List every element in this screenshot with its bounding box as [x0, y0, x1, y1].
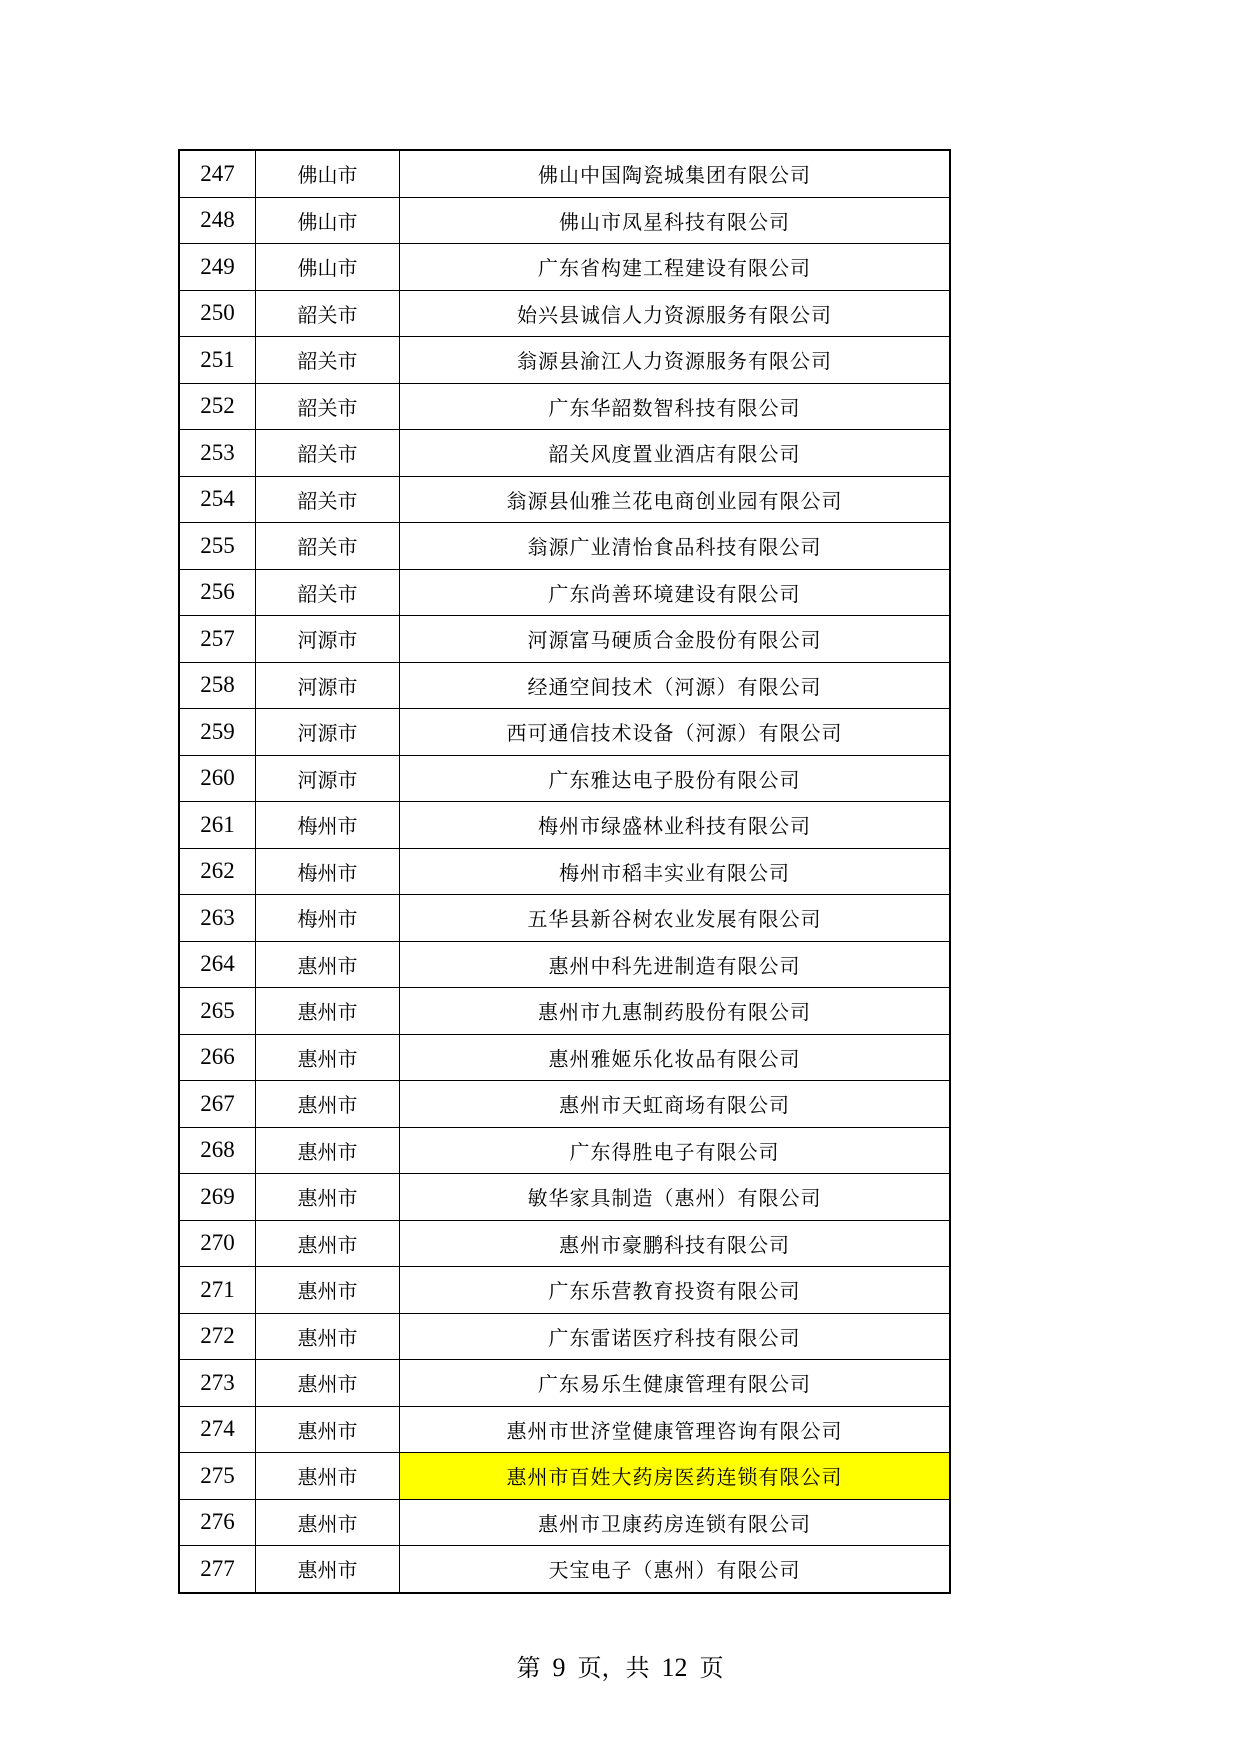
- row-number-cell: 255: [179, 523, 256, 570]
- footer-total-pages: 12: [661, 1653, 688, 1682]
- table-row: [179, 941, 950, 988]
- company-cell: 惠州市天虹商场有限公司: [400, 1081, 951, 1128]
- row-number-cell: 258: [179, 662, 256, 709]
- row-number-cell: 271: [179, 1267, 256, 1314]
- table-row: [179, 150, 950, 197]
- city-cell: 惠州市: [256, 1313, 400, 1360]
- row-number-cell: 261: [179, 802, 256, 849]
- city-cell: 韶关市: [256, 476, 400, 523]
- company-cell: 广东易乐生健康管理有限公司: [400, 1360, 951, 1407]
- company-cell: 敏华家具制造（惠州）有限公司: [400, 1174, 951, 1221]
- company-cell: 河源富马硬质合金股份有限公司: [400, 616, 951, 663]
- row-number-cell: 250: [179, 290, 256, 337]
- city-cell: 惠州市: [256, 1453, 400, 1500]
- city-cell: 惠州市: [256, 1081, 400, 1128]
- row-number-cell: 256: [179, 569, 256, 616]
- company-cell: 梅州市稻丰实业有限公司: [400, 848, 951, 895]
- city-cell: 惠州市: [256, 988, 400, 1035]
- city-cell: 韶关市: [256, 290, 400, 337]
- row-number-cell: 253: [179, 430, 256, 477]
- row-number-cell: 259: [179, 709, 256, 756]
- city-cell: 惠州市: [256, 1499, 400, 1546]
- row-number-cell: 254: [179, 476, 256, 523]
- company-cell: 广东省构建工程建设有限公司: [400, 244, 951, 291]
- row-number-cell: 249: [179, 244, 256, 291]
- company-cell: 广东尚善环境建设有限公司: [400, 569, 951, 616]
- row-number-cell: 268: [179, 1127, 256, 1174]
- table-row: [179, 523, 950, 570]
- city-cell: 惠州市: [256, 1406, 400, 1453]
- row-number-cell: 266: [179, 1034, 256, 1081]
- row-number-cell: 265: [179, 988, 256, 1035]
- table-row: [179, 709, 950, 756]
- company-cell: 广东雷诺医疗科技有限公司: [400, 1313, 951, 1360]
- row-number-cell: 252: [179, 383, 256, 430]
- footer-prefix: 第: [516, 1654, 541, 1682]
- table-row: [179, 755, 950, 802]
- company-cell: 惠州市卫康药房连锁有限公司: [400, 1499, 951, 1546]
- company-cell: 始兴县诚信人力资源服务有限公司: [400, 290, 951, 337]
- table-row: [179, 1081, 950, 1128]
- city-cell: 梅州市: [256, 895, 400, 942]
- city-cell: 惠州市: [256, 1034, 400, 1081]
- table-row: [179, 1313, 950, 1360]
- table-row: [179, 895, 950, 942]
- table-row: [179, 290, 950, 337]
- city-cell: 佛山市: [256, 150, 400, 197]
- city-cell: 河源市: [256, 755, 400, 802]
- city-cell: 梅州市: [256, 848, 400, 895]
- table-row: [179, 1127, 950, 1174]
- table-row: [179, 662, 950, 709]
- city-cell: 韶关市: [256, 523, 400, 570]
- row-number-cell: 275: [179, 1453, 256, 1500]
- company-cell: 翁源县渝江人力资源服务有限公司: [400, 337, 951, 384]
- footer-suffix: 页: [699, 1654, 724, 1682]
- city-cell: 韶关市: [256, 569, 400, 616]
- company-cell: 惠州市九惠制药股份有限公司: [400, 988, 951, 1035]
- row-number-cell: 248: [179, 197, 256, 244]
- row-number-cell: 257: [179, 616, 256, 663]
- company-cell: 广东乐营教育投资有限公司: [400, 1267, 951, 1314]
- table-row: [179, 848, 950, 895]
- city-cell: 梅州市: [256, 802, 400, 849]
- table-row: [179, 244, 950, 291]
- table-row: [179, 1499, 950, 1546]
- table-row: [179, 616, 950, 663]
- table-row: [179, 569, 950, 616]
- row-number-cell: 274: [179, 1406, 256, 1453]
- row-number-cell: 267: [179, 1081, 256, 1128]
- row-number-cell: 273: [179, 1360, 256, 1407]
- company-cell: 佛山中国陶瓷城集团有限公司: [400, 150, 951, 197]
- row-number-cell: 272: [179, 1313, 256, 1360]
- row-number-cell: 270: [179, 1220, 256, 1267]
- row-number-cell: 251: [179, 337, 256, 384]
- city-cell: 佛山市: [256, 197, 400, 244]
- footer-middle: 页，共: [577, 1654, 650, 1682]
- city-cell: 河源市: [256, 662, 400, 709]
- company-cell: 韶关风度置业酒店有限公司: [400, 430, 951, 477]
- row-number-cell: 247: [179, 150, 256, 197]
- company-list-table: [178, 149, 951, 1594]
- table-row: [179, 1034, 950, 1081]
- table-row: [179, 1220, 950, 1267]
- table-row: [179, 1453, 950, 1500]
- row-number-cell: 262: [179, 848, 256, 895]
- company-cell-highlighted: 惠州市百姓大药房医药连锁有限公司: [400, 1453, 951, 1500]
- city-cell: 韶关市: [256, 383, 400, 430]
- table-row: [179, 476, 950, 523]
- company-cell: 惠州雅姬乐化妆品有限公司: [400, 1034, 951, 1081]
- company-cell: 天宝电子（惠州）有限公司: [400, 1546, 951, 1593]
- city-cell: 惠州市: [256, 941, 400, 988]
- city-cell: 河源市: [256, 709, 400, 756]
- company-cell: 翁源县仙雅兰花电商创业园有限公司: [400, 476, 951, 523]
- company-cell: 佛山市凤星科技有限公司: [400, 197, 951, 244]
- table-row: [179, 383, 950, 430]
- footer-page-number: 9: [552, 1653, 566, 1682]
- table-row: [179, 1174, 950, 1221]
- table-row: [179, 1360, 950, 1407]
- row-number-cell: 260: [179, 755, 256, 802]
- table-row: [179, 1546, 950, 1593]
- city-cell: 惠州市: [256, 1546, 400, 1593]
- company-cell: 惠州市豪鹏科技有限公司: [400, 1220, 951, 1267]
- city-cell: 惠州市: [256, 1267, 400, 1314]
- company-cell: 经通空间技术（河源）有限公司: [400, 662, 951, 709]
- company-cell: 五华县新谷树农业发展有限公司: [400, 895, 951, 942]
- company-cell: 广东华韶数智科技有限公司: [400, 383, 951, 430]
- company-cell: 广东雅达电子股份有限公司: [400, 755, 951, 802]
- city-cell: 河源市: [256, 616, 400, 663]
- city-cell: 惠州市: [256, 1174, 400, 1221]
- company-cell: 西可通信技术设备（河源）有限公司: [400, 709, 951, 756]
- company-cell: 广东得胜电子有限公司: [400, 1127, 951, 1174]
- row-number-cell: 277: [179, 1546, 256, 1593]
- table-row: [179, 1267, 950, 1314]
- table-row: [179, 197, 950, 244]
- city-cell: 韶关市: [256, 337, 400, 384]
- row-number-cell: 276: [179, 1499, 256, 1546]
- city-cell: 惠州市: [256, 1360, 400, 1407]
- table-row: [179, 988, 950, 1035]
- company-cell: 翁源广业清怡食品科技有限公司: [400, 523, 951, 570]
- row-number-cell: 264: [179, 941, 256, 988]
- company-cell: 惠州中科先进制造有限公司: [400, 941, 951, 988]
- row-number-cell: 263: [179, 895, 256, 942]
- city-cell: 惠州市: [256, 1220, 400, 1267]
- company-cell: 梅州市绿盛林业科技有限公司: [400, 802, 951, 849]
- table-row: [179, 430, 950, 477]
- table-row: [179, 1406, 950, 1453]
- company-cell: 惠州市世济堂健康管理咨询有限公司: [400, 1406, 951, 1453]
- table-body: [179, 150, 950, 1593]
- city-cell: 惠州市: [256, 1127, 400, 1174]
- table-row: [179, 337, 950, 384]
- city-cell: 佛山市: [256, 244, 400, 291]
- city-cell: 韶关市: [256, 430, 400, 477]
- row-number-cell: 269: [179, 1174, 256, 1221]
- page-footer: [0, 1648, 1240, 1683]
- table-row: [179, 802, 950, 849]
